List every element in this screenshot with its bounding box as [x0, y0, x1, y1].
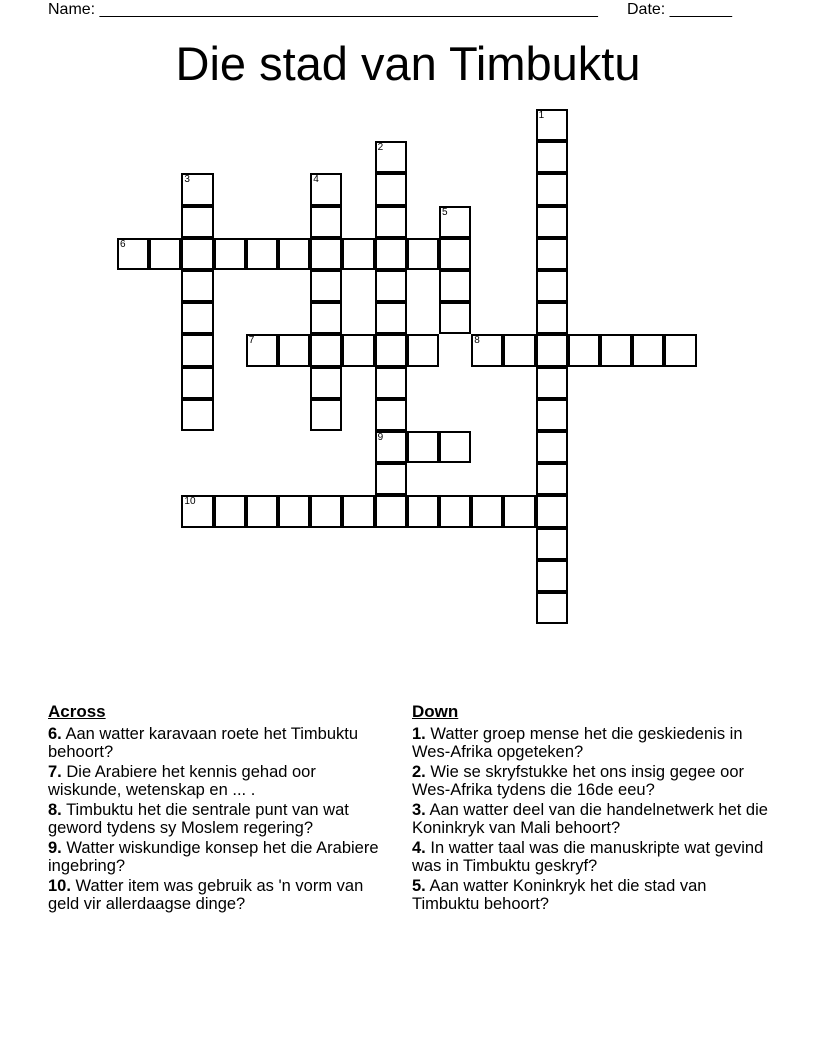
grid-cell[interactable]: [214, 495, 246, 527]
clue-item-text: Watter groep mense het die geskiedenis in Wes-Afrika opgeteken?: [412, 725, 743, 761]
grid-cell[interactable]: [181, 367, 213, 399]
grid-cell[interactable]: [536, 431, 568, 463]
grid-cell[interactable]: [536, 141, 568, 173]
grid-cell[interactable]: [632, 334, 664, 366]
grid-cell[interactable]: [181, 173, 213, 205]
grid-cell[interactable]: [536, 238, 568, 270]
grid-cell[interactable]: [439, 206, 471, 238]
clue-item: [48, 801, 393, 837]
clue-item-number: 2.: [412, 763, 426, 781]
grid-cell[interactable]: [310, 495, 342, 527]
clue-item-number: 5.: [412, 877, 426, 895]
grid-cell[interactable]: [181, 334, 213, 366]
clue-item-number: 3.: [412, 801, 426, 819]
clue-number: 6: [120, 238, 126, 250]
clue-number: 2: [377, 142, 384, 154]
grid-cell[interactable]: [181, 270, 213, 302]
grid-cell[interactable]: [503, 495, 535, 527]
grid-cell[interactable]: [536, 367, 568, 399]
grid-cell[interactable]: [536, 463, 568, 495]
grid-cell[interactable]: [246, 334, 278, 366]
grid-cell[interactable]: [375, 302, 407, 334]
grid-cell[interactable]: [536, 334, 568, 366]
grid-cell[interactable]: [310, 238, 342, 270]
grid-cell[interactable]: [310, 206, 342, 238]
grid-cell[interactable]: [181, 495, 213, 527]
grid-cell[interactable]: [407, 238, 439, 270]
clue-item-text: Watter wiskundige konsep het die Arabiere ingebring?: [48, 839, 379, 875]
grid-cell[interactable]: [536, 592, 568, 624]
down-heading: Down: [412, 702, 459, 721]
puzzle-title: Die stad van Timbuktu: [175, 37, 641, 90]
name-field-label: Name: ________________________________________________________: [48, 1, 598, 18]
grid-cell[interactable]: [375, 238, 407, 270]
grid-cell[interactable]: [471, 495, 503, 527]
grid-cell[interactable]: [375, 141, 407, 173]
grid-cell[interactable]: [568, 334, 600, 366]
clue-number: 5: [442, 206, 448, 218]
clue-item-number: 7.: [48, 763, 62, 781]
clue-item-text: Timbuktu het die sentrale punt van wat geword tydens sy Moslem regering?: [48, 801, 349, 837]
clue-number: 9: [377, 432, 384, 443]
grid-cell[interactable]: [503, 334, 535, 366]
clue-item-number: 9.: [48, 839, 62, 857]
grid-cell[interactable]: [407, 431, 439, 463]
clue-item-text: Aan watter deel van die handelnetwerk het die Koninkryk van Mali behoort?: [412, 801, 768, 837]
grid-cell[interactable]: [181, 238, 213, 270]
grid-cell[interactable]: [149, 238, 181, 270]
grid-cell[interactable]: [439, 238, 471, 270]
grid-cell[interactable]: [117, 238, 149, 270]
grid-cell[interactable]: [310, 302, 342, 334]
clue-item: [48, 877, 393, 913]
grid-cell[interactable]: [536, 560, 568, 592]
grid-cell[interactable]: [246, 238, 278, 270]
clue-item-number: 8.: [48, 801, 62, 819]
clue-number: 4: [313, 174, 319, 186]
grid-cell[interactable]: [439, 495, 471, 527]
grid-cell[interactable]: [375, 399, 407, 431]
clue-item: [412, 763, 772, 799]
grid-cell[interactable]: [536, 206, 568, 238]
grid-cell[interactable]: [536, 173, 568, 205]
clue-number: 10: [184, 496, 196, 508]
grid-cell[interactable]: [407, 495, 439, 527]
grid-cell[interactable]: [375, 206, 407, 238]
clue-item-number: 4.: [412, 839, 426, 857]
grid-cell[interactable]: [375, 367, 407, 399]
down-clues: [412, 703, 772, 915]
across-clues: [48, 703, 393, 915]
clue-item-text: Watter item was gebruik as 'n vorm van geld vir allerdaagse dinge?: [48, 877, 364, 913]
grid-cell[interactable]: [278, 238, 310, 270]
clue-item: [48, 839, 393, 875]
date-field-label: Date: _______: [627, 1, 732, 18]
grid-cell[interactable]: [375, 173, 407, 205]
clue-item: [412, 725, 772, 761]
grid-cell[interactable]: [536, 399, 568, 431]
grid-cell[interactable]: [278, 334, 310, 366]
clue-item-number: 6.: [48, 725, 62, 743]
clue-item-text: In watter taal was die manuskripte wat gevind was in Timbuktu geskryf?: [412, 839, 764, 875]
grid-cell[interactable]: [375, 270, 407, 302]
clue-item-text: Die Arabiere het kennis gehad oor wiskunde, wetenskap en ... .: [48, 763, 316, 799]
grid-cell[interactable]: [439, 431, 471, 463]
grid-cell[interactable]: [246, 495, 278, 527]
grid-cell[interactable]: [310, 367, 342, 399]
grid-cell[interactable]: [375, 334, 407, 366]
grid-cell[interactable]: [214, 238, 246, 270]
grid-cell[interactable]: [439, 270, 471, 302]
clue-item-text: Wie se skryfstukke het ons insig gegee oor Wes-Afrika tydens die 16de eeu?: [412, 763, 745, 799]
clue-item: [412, 877, 772, 913]
grid-cell[interactable]: [310, 270, 342, 302]
grid-cell[interactable]: [536, 270, 568, 302]
grid-cell[interactable]: [181, 302, 213, 334]
clue-item-text: Aan watter Koninkryk het die stad van Timbuktu behoort?: [412, 877, 707, 913]
clue-number: 3: [184, 174, 190, 186]
grid-cell[interactable]: [536, 109, 568, 141]
clue-item: [48, 763, 393, 799]
grid-cell[interactable]: [181, 206, 213, 238]
grid-cell[interactable]: [375, 495, 407, 527]
grid-cell[interactable]: [536, 495, 568, 527]
grid-cell[interactable]: [342, 334, 374, 366]
grid-cell[interactable]: [342, 238, 374, 270]
grid-cell[interactable]: [407, 334, 439, 366]
grid-cell[interactable]: [375, 463, 407, 495]
grid-cell[interactable]: [664, 334, 696, 366]
clue-item: [412, 801, 772, 837]
clue-item-text: Aan watter karavaan roete het Timbuktu behoort?: [48, 725, 359, 761]
grid-cell[interactable]: [471, 334, 503, 366]
grid-cell[interactable]: [536, 302, 568, 334]
clue-item: [412, 839, 772, 875]
clue-item-number: 1.: [412, 725, 426, 743]
grid-cell[interactable]: [342, 495, 374, 527]
clue-number: 1: [538, 110, 545, 121]
grid-cell[interactable]: [375, 431, 407, 463]
across-clue-list: [48, 725, 393, 913]
grid-cell[interactable]: [310, 334, 342, 366]
grid-cell[interactable]: [278, 495, 310, 527]
grid-cell[interactable]: [439, 302, 471, 334]
grid-cell[interactable]: [181, 399, 213, 431]
grid-cell[interactable]: [310, 173, 342, 205]
down-clue-list: [412, 725, 772, 913]
clue-number: 8: [474, 335, 480, 347]
grid-cell[interactable]: [600, 334, 632, 366]
grid-cell[interactable]: [310, 399, 342, 431]
clue-item: [48, 725, 393, 761]
clue-item-number: 10.: [48, 877, 71, 895]
clue-number: 7: [248, 335, 255, 347]
grid-cell[interactable]: [536, 528, 568, 560]
across-heading: Across: [48, 702, 106, 721]
